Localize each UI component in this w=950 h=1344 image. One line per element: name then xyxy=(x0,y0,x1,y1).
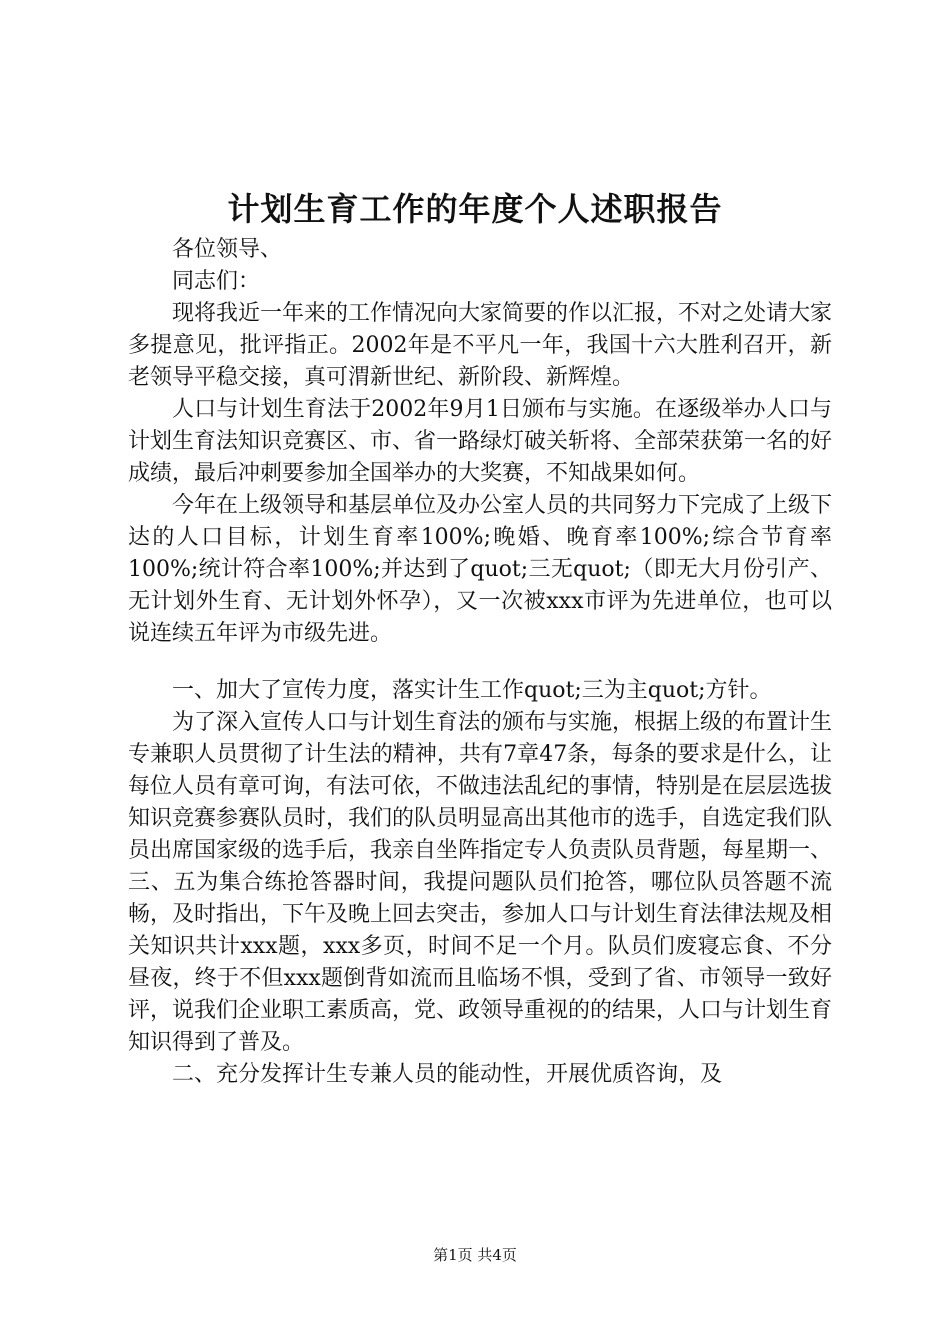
document-title: 计划生育工作的年度个人述职报告 xyxy=(227,190,723,228)
salutation-comrades: 同志们： xyxy=(172,269,261,294)
paragraph-gap xyxy=(128,650,832,675)
section-heading-1: 一、加大了宣传力度，落实计生工作quot;三为主quot;方针。 xyxy=(172,678,772,703)
page-footer: 第1页 共4页 xyxy=(433,1246,517,1264)
document-body xyxy=(128,234,832,1091)
paragraph-intro: 现将我近一年来的工作情况向大家简要的作以汇报，不对之处请大家多提意见，批评指正。2002年是不平凡一年，我国十六大胜利召开，新老领导平稳交接，真可渭新世纪、新阶段、新辉煌。 xyxy=(128,301,833,390)
paragraph-publicity: 为了深入宣传人口与计划生育法的颁布与实施，根据上级的布置计生专兼职人员贯彻了计生法的精神，共有7章47条，每条的要求是什么，让每位人员有章可询，有法可依，不做违法乱纪的事情，特别是在层层选拔知识竞赛参赛队员时，我们的队员明显高出其他市的选手，自选定我们队员出席国家级的选手后，我亲自坐阵指定专人负责队员背题，每星期一、三、五为集合练抢答器时间，我提问题队员们抢答，哪位队员答题不流畅，及时指出，下午及晚上回去突击，参加人口与计划生育法律法规及相关知识共计xxx题，xxx多页，时间不足一个月。队员们废寝忘食、不分昼夜，终于不但xxx题倒背如流而且临场不惧，受到了省、市领导一致好评，说我们企业职工素质高，党、政领导重视的的结果，人口与计划生育知识得到了普及。 xyxy=(128,710,833,1055)
paragraph-achievements: 今年在上级领导和基层单位及办公室人员的共同努力下完成了上级下达的人口目标，计划生育率100%;晚婚、晚育率100%;综合节育率100%;统计符合率100%;并达到了quot;三无quot;（即无大月份引产、无计划外生育、无计划外怀孕），又一次被xxx市评为先进单位，也可以说连续五年评为市级先进。 xyxy=(128,493,833,646)
paragraph-law: 人口与计划生育法于2002年9月1日颁布与实施。在逐级举办人口与计划生育法知识竞赛区、市、省一路绿灯破关斩将、全部荣获第一名的好成绩，最后冲刺要参加全国举办的大奖赛，不知战果如何。 xyxy=(128,397,833,486)
salutation-leaders: 各位领导、 xyxy=(172,237,283,262)
section-heading-2: 二、充分发挥计生专兼人员的能动性，开展优质咨询，及 xyxy=(172,1062,723,1087)
